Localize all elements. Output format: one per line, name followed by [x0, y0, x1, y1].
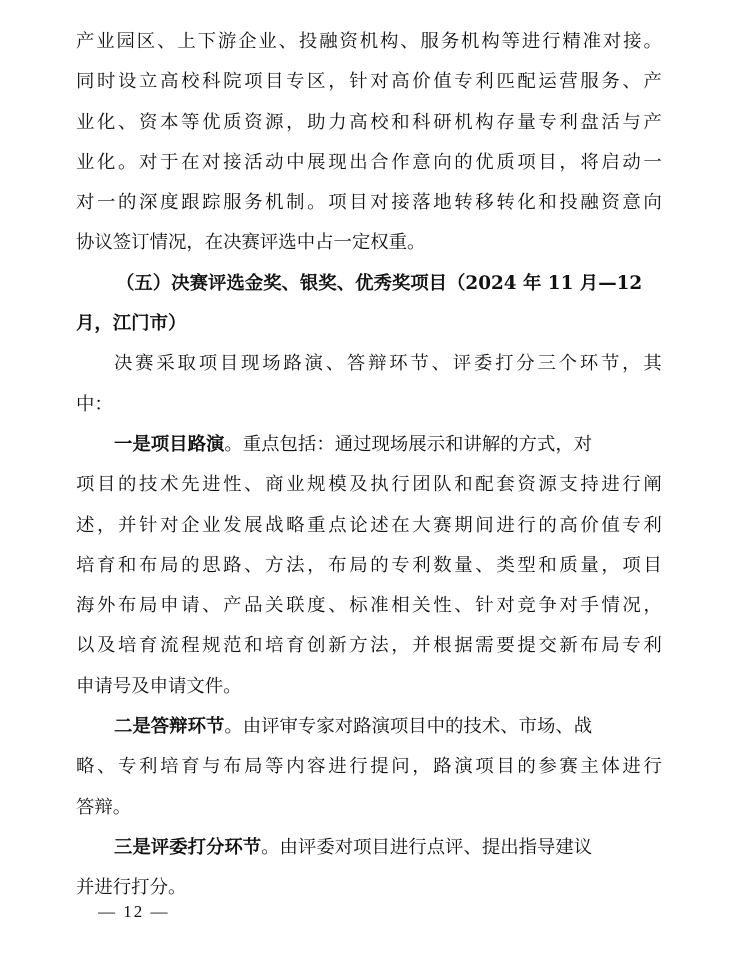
paragraph-line: 海 外 布 局 申 请 、 产 品 关 联 度 、 标 准 相 关 性 、 针 对 竞 争 对 手 情 况 ，	[76, 595, 662, 617]
item-three-first-line	[76, 828, 662, 868]
item-one-first-line	[76, 425, 662, 465]
paragraph-line: 项 目 的 技 术 先 进 性 、 商 业 规 模 及 执 行 团 队 和 配 套 资 源 支 持 进 行 阐	[76, 474, 662, 496]
item-two-first-line	[76, 707, 662, 747]
item-two-lead: 二是答辩环节	[114, 716, 225, 738]
paragraph-line: 业 化 、 资 本 等 优 质 资 源 ， 助 力 高 校 和 科 研 机 构 存 量 专 利 盘 活 与 产	[76, 111, 662, 133]
item-three-lead: 三是评委打分环节	[114, 836, 262, 858]
paragraph-line: 产 业 园 区 、 上 下 游 企 业 、 投 融 资 机 构 、 服 务 机 构 等 进 行 精 准 对 接 。	[76, 31, 662, 52]
paragraph-line: 中：	[76, 393, 113, 415]
item-two-text: 。由评审专家对路演项目中的技术、市场、战	[224, 716, 593, 738]
paragraph-line: 协议签订情况，在决赛评选中占一定权重。	[76, 232, 426, 254]
paragraph-line: 略 、 专 利 培 育 与 布 局 等 内 容 进 行 提 问 ， 路 演 项 目 的 参 赛 主 体 进 行	[76, 756, 662, 778]
paragraph-line: 培 育 和 布 局 的 思 路 、 方 法 ， 布 局 的 专 利 数 量 、 类 型 和 质 量 ， 项 目	[76, 554, 662, 576]
paragraph-line: 业 化 。 对 于 在 对 接 活 动 中 展 现 出 合 作 意 向 的 优 质 项 目 ， 将 启 动 一	[76, 151, 662, 173]
paragraph-line: 以 及 培 育 流 程 规 范 和 培 育 创 新 方 法 ， 并 根 据 需 要 提 交 新 布 局 专 利	[76, 635, 662, 657]
paragraph-line: 对 一 的 深 度 跟 踪 服 务 机 制 。 项 目 对 接 落 地 转 移 转 化 和 投 融 资 意 向	[76, 192, 662, 214]
paragraph-line: 答辩。	[76, 796, 132, 818]
paragraph-line: 申请号及申请文件。	[76, 675, 242, 697]
page-number: — 12 —	[98, 902, 170, 921]
paragraph-line: 并进行打分。	[76, 877, 187, 899]
paragraph-line: 决 赛 采 取 项 目 现 场 路 演 、 答 辩 环 节 、 评 委 打 分 三 个 环 节 ， 其	[114, 353, 662, 375]
paragraph-line: 同 时 设 立 高 校 科 院 项 目 专 区 ， 针 对 高 价 值 专 利 匹 配 运 营 服 务 、 产	[76, 71, 662, 93]
section-heading: （五）决赛评选金奖、银奖、优秀奖项目（2024 年 11 月—12	[116, 272, 643, 294]
item-three-text: 。由评委对项目进行点评、提出指导建议	[261, 836, 593, 858]
document-body	[76, 22, 662, 909]
item-one-lead: 一是项目路演	[114, 433, 225, 455]
paragraph-line: 述 ， 并 针 对 企 业 发 展 战 略 重 点 论 述 在 大 赛 期 间 进 行 的 高 价 值 专 利	[76, 514, 662, 536]
item-one-text: 。重点包括：通过现场展示和讲解的方式，对	[224, 433, 593, 455]
section-heading-continued: 月，江门市）	[76, 313, 187, 335]
